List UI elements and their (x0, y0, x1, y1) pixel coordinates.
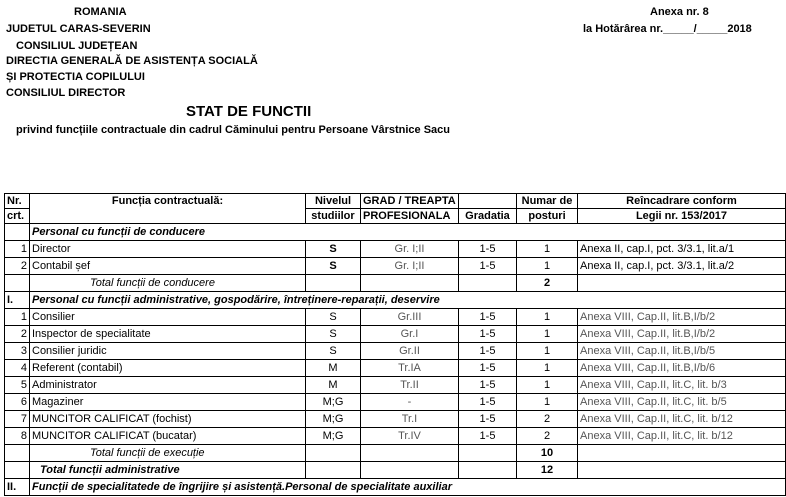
decision-label: la Hotărârea nr._____/_____2018 (583, 23, 752, 35)
section-row-management (5, 224, 786, 241)
section-number-admin: I. (5, 292, 30, 309)
table-row: 3 Consilier juridic S Gr.II 1-5 1 Anexa VIII, Cap.II, lit.B,I/b/5 (5, 343, 786, 360)
functions-table (4, 193, 786, 496)
total-execution-row (5, 445, 786, 462)
col-nr-header: Nr. (5, 194, 30, 209)
page-subtitle: privind funcțiile contractuale din cadrul Căminului pentru Persoane Vârstnice Sacu (16, 124, 450, 136)
page-title: STAT DE FUNCTII (186, 103, 312, 120)
section-row-admin (5, 292, 786, 309)
directorate-label-line2: ȘI PROTECTIA COPILULUI (6, 71, 145, 83)
total-management-row (5, 275, 786, 292)
col-reclass-header: Reîncadrare conform (578, 194, 786, 209)
table-row: 5 Administrator M Tr.II 1-5 1 Anexa VIII, Cap.II, lit.C, lit. b/3 (5, 377, 786, 394)
board-label: CONSILIUL DIRECTOR (6, 87, 126, 99)
col-level-header: Nivelul (306, 194, 361, 209)
col-grade-header: GRAD / TREAPTA (361, 194, 459, 209)
annex-label: Anexa nr. 8 (650, 6, 709, 18)
col-grade-header-2: PROFESIONALA (361, 209, 459, 224)
country-label: ROMANIA (74, 6, 127, 18)
total-admin-value: 12 (517, 462, 578, 479)
section-title-specialty: Funcții de specialitatede de îngrijire și asistență.Personal de specialitate auxiliar (30, 479, 786, 496)
section-title-admin: Personal cu funcții administrative, gospodărire, întreținere-reparații, deservire (30, 292, 786, 309)
table-row: 2 Contabil șef S Gr. I;II 1-5 1 Anexa II, cap.I, pct. 3/3.1, lit.a/2 (5, 258, 786, 275)
total-management-value: 2 (517, 275, 578, 292)
table-row: 8 MUNCITOR CALIFICAT (bucatar) M;G Tr.IV 1-5 2 Anexa VIII, Cap.II, lit.C, lit. b/12 (5, 428, 786, 445)
total-admin-label: Total funcții administrative (30, 462, 306, 479)
col-posts-header: Numar de (517, 194, 578, 209)
council-label: CONSILIUL JUDEȚEAN (16, 40, 138, 52)
section-row-specialty (5, 479, 786, 496)
table-header-row-1 (5, 194, 786, 209)
col-function-header: Funcția contractuală: (30, 194, 306, 224)
col-nr-header-2: crt. (5, 209, 30, 224)
table-row: 1 Director S Gr. I;II 1-5 1 Anexa II, cap.I, pct. 3/3.1, lit.a/1 (5, 241, 786, 258)
table-row: 4 Referent (contabil) M Tr.IA 1-5 1 Anexa VIII, Cap.II, lit.B,I/b/6 (5, 360, 786, 377)
total-execution-value: 10 (517, 445, 578, 462)
section-number-specialty: II. (5, 479, 30, 496)
col-posts-header-2: posturi (517, 209, 578, 224)
col-reclass-header-2: Legii nr. 153/2017 (578, 209, 786, 224)
table-row: 7 MUNCITOR CALIFICAT (fochist) M;G Tr.I 1-5 2 Anexa VIII, Cap.II, lit.C, lit. b/12 (5, 411, 786, 428)
table-row: 6 Magaziner M;G - 1-5 1 Anexa VIII, Cap.II, lit.C, lit. b/5 (5, 394, 786, 411)
col-gradation-header: Gradatia (459, 209, 517, 224)
county-label: JUDETUL CARAS-SEVERIN (6, 23, 151, 35)
table-row: 1 Consilier S Gr.III 1-5 1 Anexa VIII, Cap.II, lit.B,I/b/2 (5, 309, 786, 326)
total-execution-label: Total funcții de execuție (30, 445, 306, 462)
total-admin-row (5, 462, 786, 479)
section-title-management: Personal cu funcții de conducere (30, 224, 786, 241)
total-management-label: Total funcții de conducere (30, 275, 306, 292)
directorate-label-line1: DIRECTIA GENERALĂ DE ASISTENȚA SOCIALĂ (6, 55, 258, 67)
col-gradation-header-top (459, 194, 517, 209)
table-row: 2 Inspector de specialitate S Gr.I 1-5 1 Anexa VIII, Cap.II, lit.B,I/b/2 (5, 326, 786, 343)
col-level-header-2: studiilor (306, 209, 361, 224)
